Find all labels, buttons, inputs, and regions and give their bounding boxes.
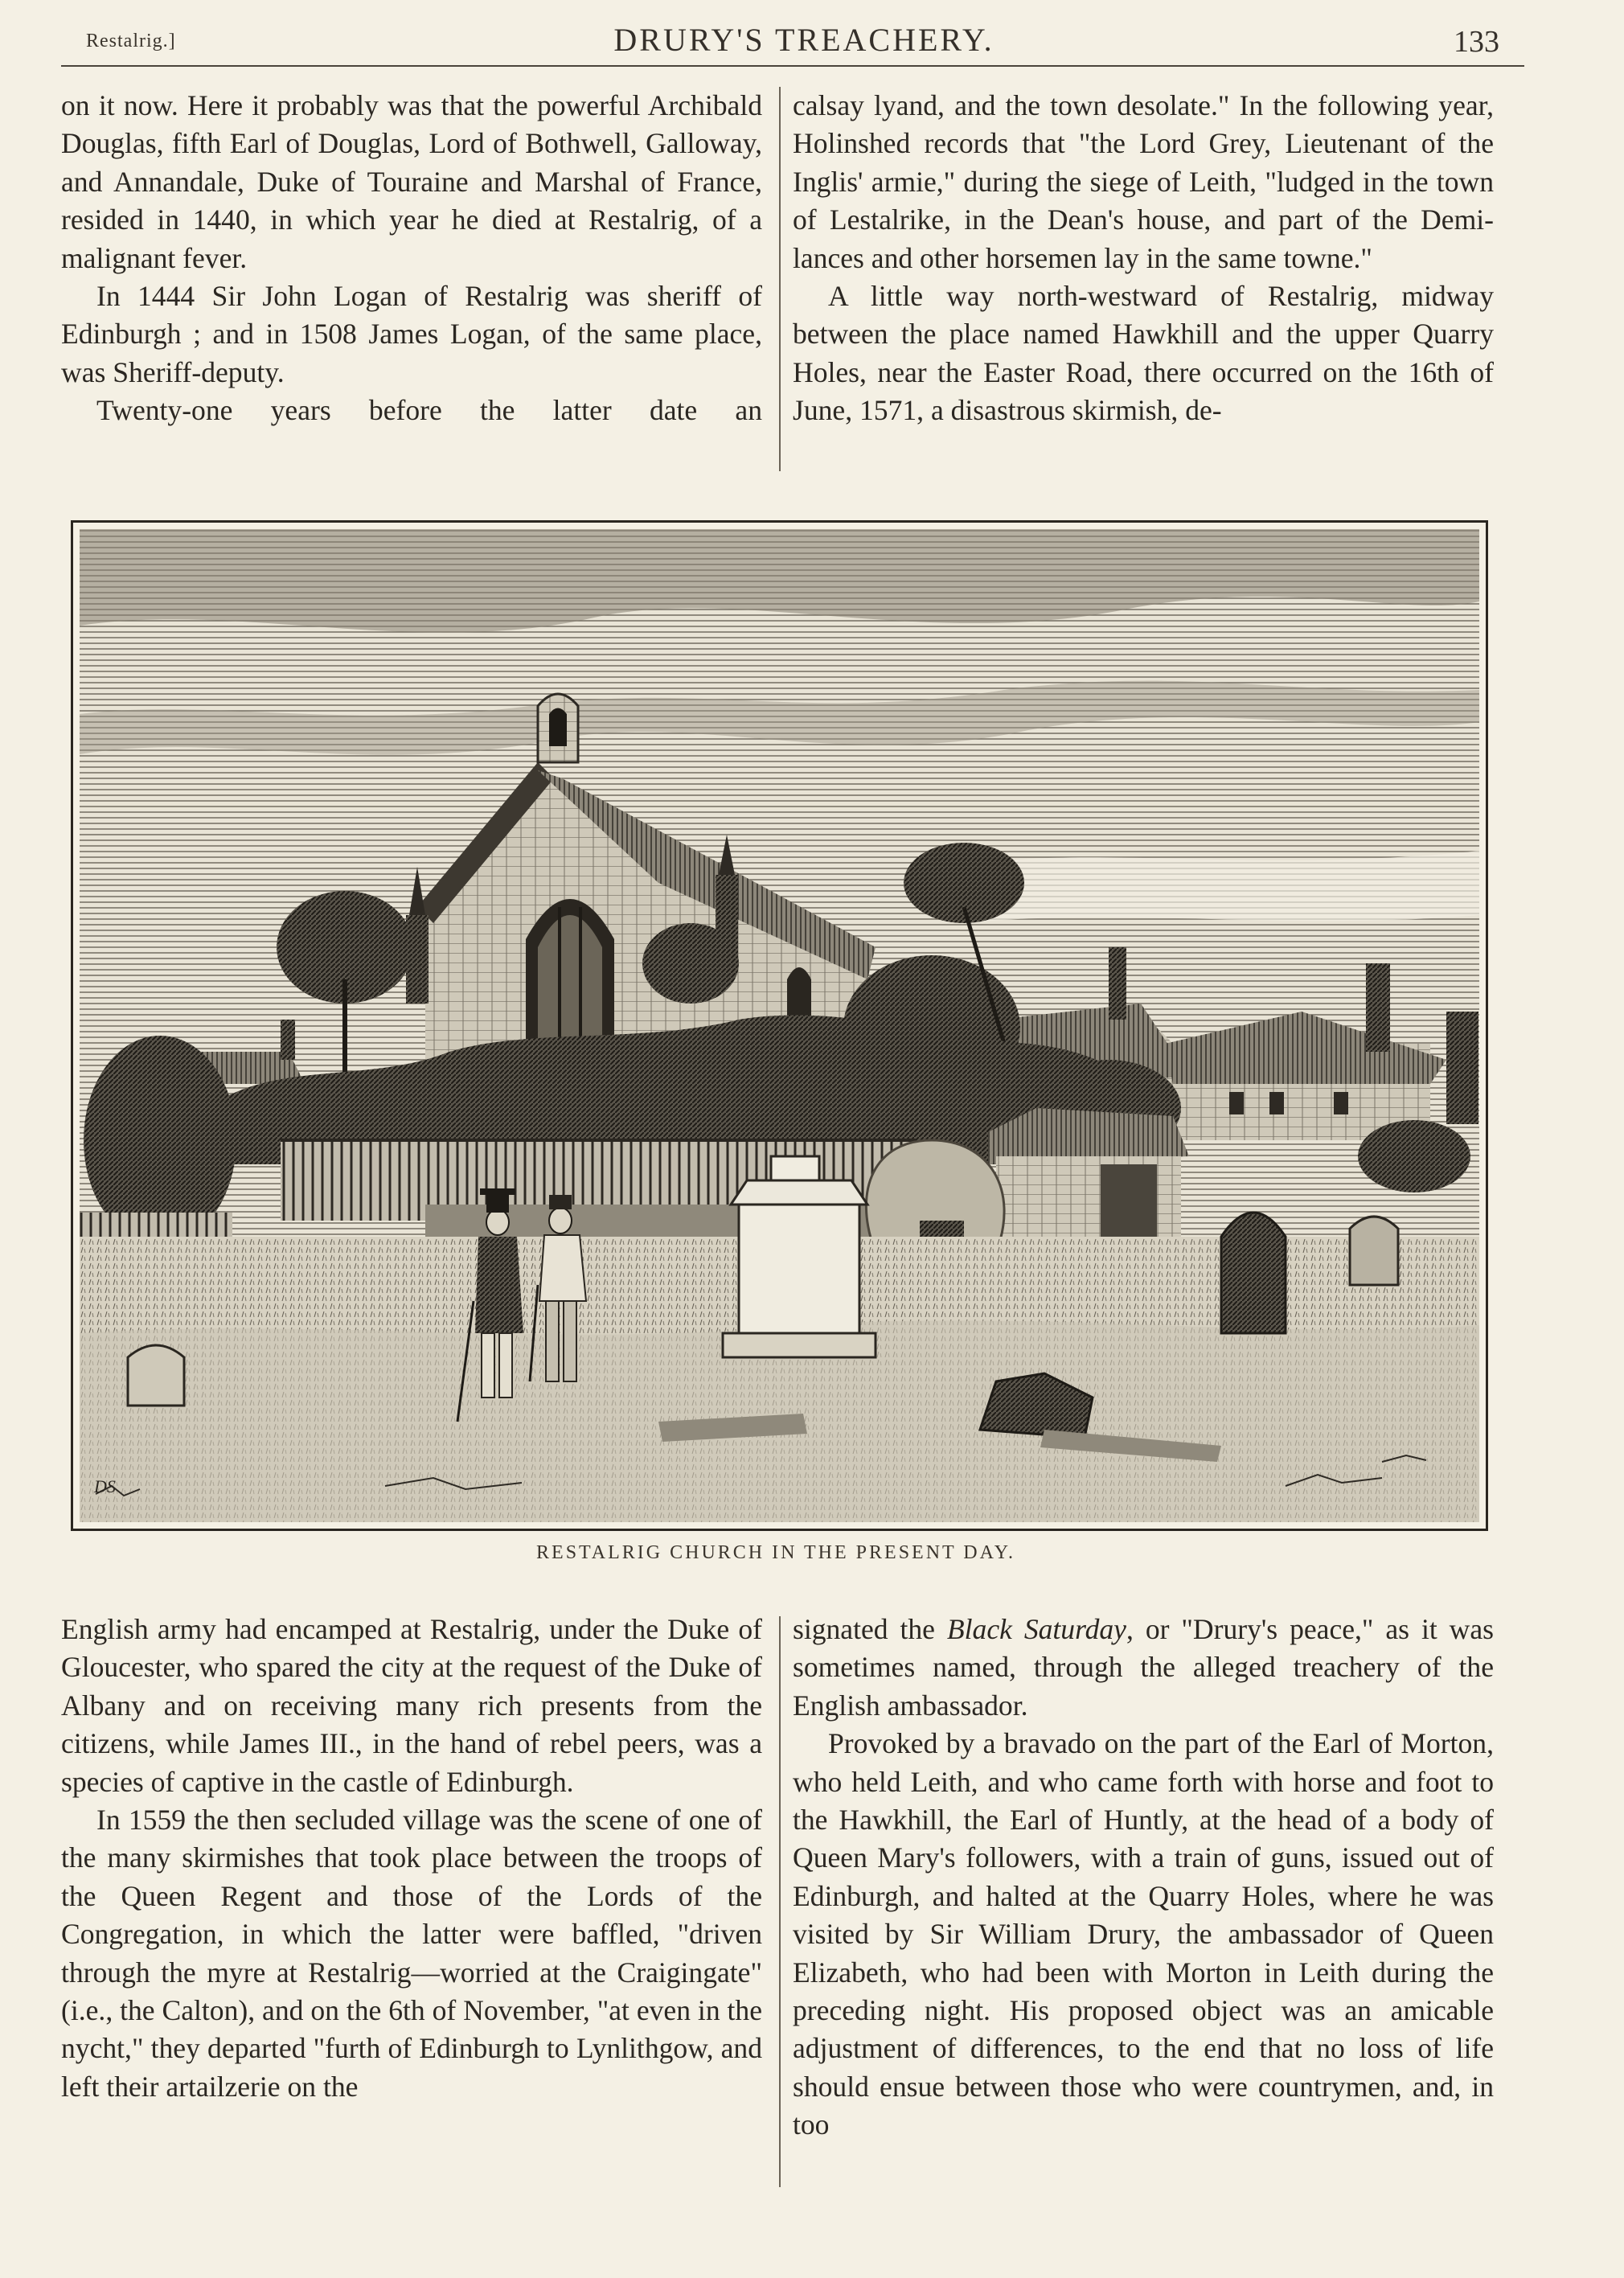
- paragraph: on it now. Here it probably was that the powerful Archibald Douglas, fifth Earl of Douglas, Lord of Bothwell, Galloway, and Annandale, Duke of Touraine and Marshal of France, resided in 1440, in which year he died at Restalrig, of a malignant fever.: [61, 89, 762, 274]
- header-rule: [61, 65, 1524, 67]
- paragraph: Provoked by a bravado on the part of the Earl of Morton, who held Leith, and who came forth with horse and foot to the Hawkhill, the Earl of Huntly, at the head of a body of Queen Mary's followers, with a train of guns, issued out of Edinburgh, and halted at the Quarry Holes, where he was visited by Sir William Drury, the ambassador of Queen Elizabeth, who had been with Morton in Leith during the preceding night. His proposed object was an amicable adjustment of differences, to the end that no loss of life should ensue between those who were countrymen, and, in too: [793, 1727, 1494, 2141]
- text-run: signated the: [793, 1613, 947, 1645]
- paragraph: calsay lyand, and the town desolate." In the following year, Holinshed records that "the Lord Grey, Lieutenant of the Inglis' armie," during the siege of Leith, "ludged in the town of Lestalrike, in the Dean's house, and part of the Demi-lances and other horsemen lay in the same towne.": [793, 89, 1494, 274]
- paragraph: [793, 1611, 1494, 1725]
- text-column-bottom-right: [793, 1611, 1494, 2145]
- column-divider: [779, 1616, 781, 2187]
- paragraph: Twenty-one years before the latter date an: [96, 394, 762, 427]
- page-number: 133: [1454, 25, 1499, 59]
- running-head-section: Restalrig.]: [86, 31, 176, 51]
- text-column-top-right: [793, 87, 1494, 430]
- text-run: , or "Drury's peace," as it was sometimes named, through the alleged treachery of the English ambassador.: [793, 1613, 1494, 1722]
- running-head-title: DRURY'S TREACHERY.: [613, 22, 994, 58]
- paragraph: English army had encamped at Restalrig, under the Duke of Gloucester, who spared the city at the request of the Duke of Albany and on receiving many rich presents from the citizens, while James III., in the hand of rebel peers, was a species of captive in the castle of Edinburgh.: [61, 1613, 762, 1798]
- italic-title: Black Saturday: [946, 1613, 1126, 1645]
- paragraph: In 1444 Sir John Logan of Restalrig was sheriff of Edinburgh ; and in 1508 James Logan, of the same place, was Sheriff-deputy.: [61, 280, 762, 388]
- column-divider: [779, 87, 781, 471]
- illustration-restalrig-church: [71, 520, 1488, 1531]
- text-column-bottom-left: [61, 1611, 762, 2106]
- paragraph: In 1559 the then secluded village was the scene of one of the many skirmishes that took place between the troops of the Queen Regent and those of the Lords of the Congregation, in which the latter were baffled, "driven through the myre at Restalrig—worried at the Craigingate" (i.e., the Calton), and on the 6th of November, "at even in the nycht," they departed "furth of Edinburgh to Lynlithgow, and left their artailzerie on the: [61, 1804, 762, 2103]
- engraver-signature: DS: [94, 1476, 116, 1496]
- paragraph: A little way north-westward of Restalrig, midway between the place named Hawkhill and the upper Quarry Holes, near the Easter Road, there occurred on the 16th of June, 1571, a disastrous skirmish, de-: [793, 280, 1494, 427]
- engraving: [80, 529, 1479, 1522]
- figure-caption: RESTALRIG CHURCH IN THE PRESENT DAY.: [536, 1542, 1015, 1563]
- text-column-top-left: [61, 87, 762, 430]
